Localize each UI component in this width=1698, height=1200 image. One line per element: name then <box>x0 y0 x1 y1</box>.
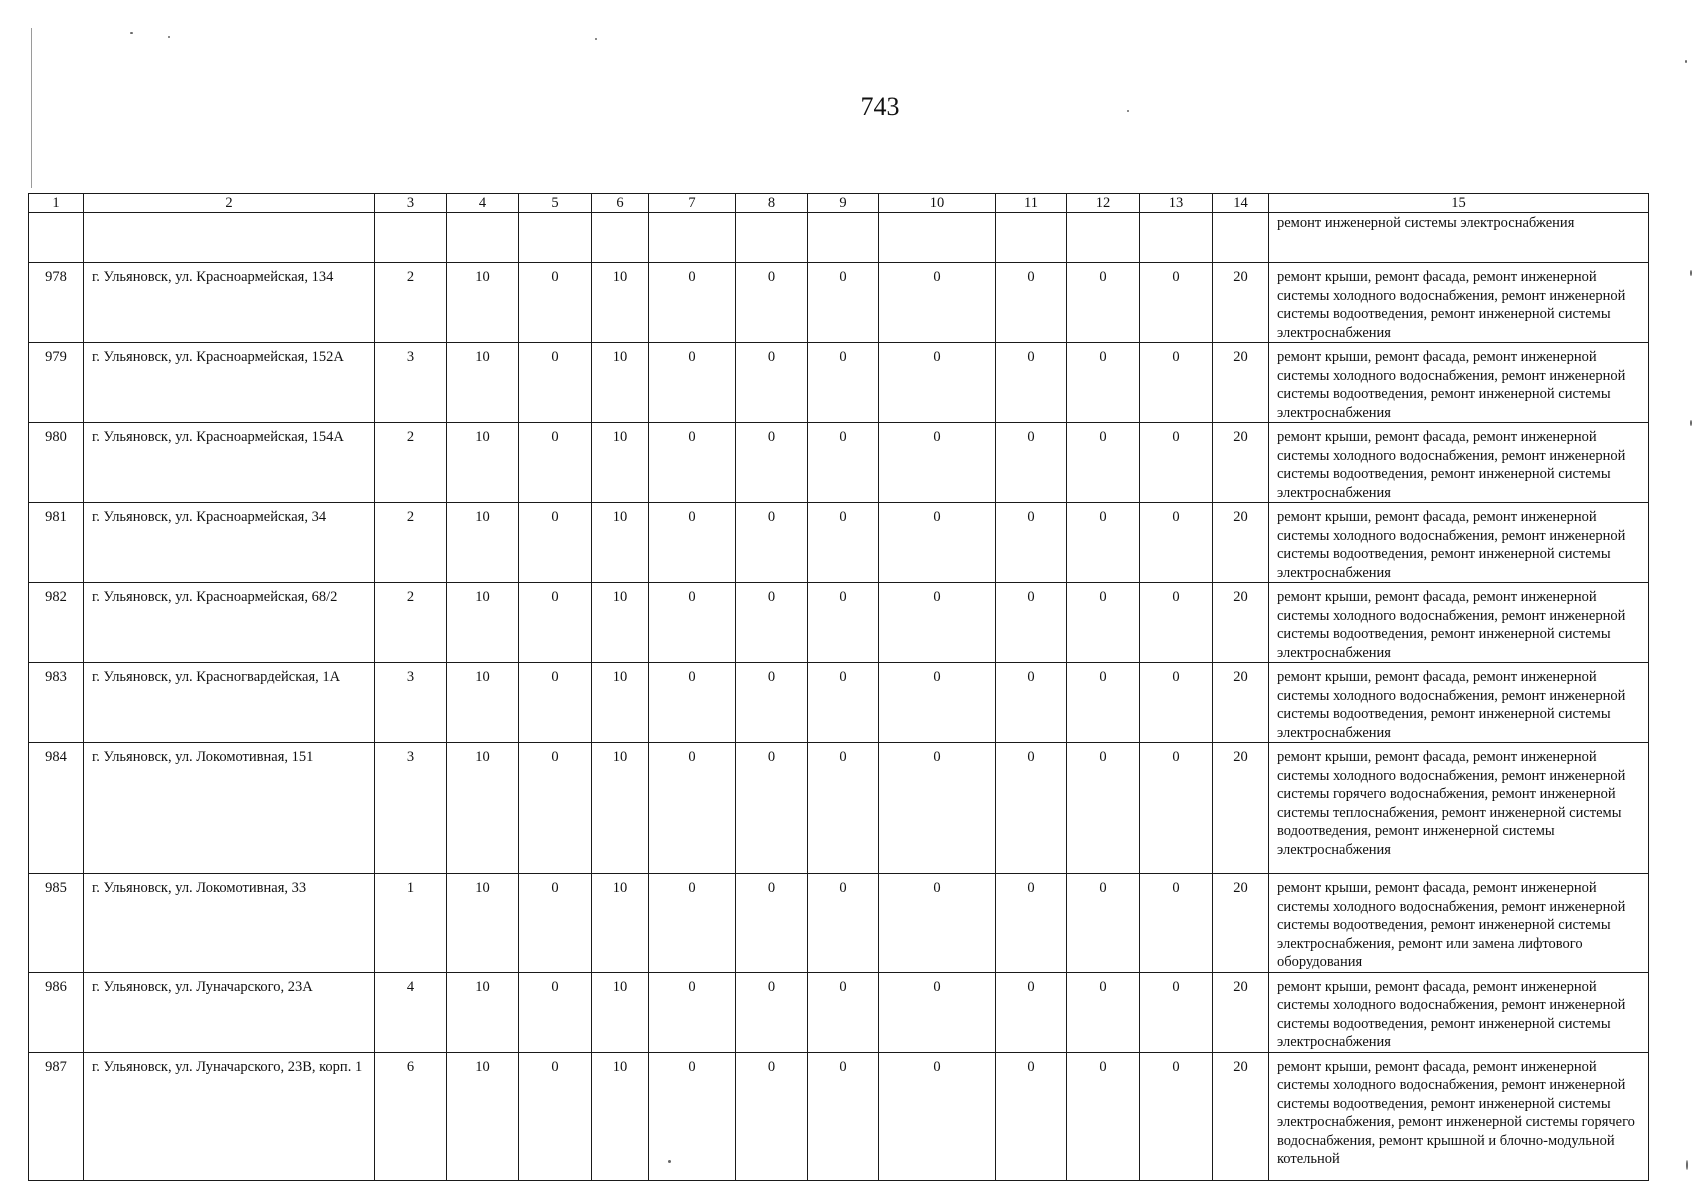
row-number-cell: 987 <box>29 1052 84 1180</box>
column-number: 4 <box>447 194 519 213</box>
total-cell: 20 <box>1213 1052 1269 1180</box>
column-number: 6 <box>592 194 649 213</box>
address-cell: г. Ульяновск, ул. Красноармейская, 68/2 <box>84 583 375 663</box>
row-number-cell: 979 <box>29 343 84 423</box>
value-cell-c9: 0 <box>808 874 879 973</box>
value-cell-c4: 10 <box>447 583 519 663</box>
value-cell-c13: 0 <box>1140 1052 1213 1180</box>
total-cell: 20 <box>1213 972 1269 1052</box>
value-cell-c13: 0 <box>1140 743 1213 874</box>
value-cell-c8: 0 <box>736 343 808 423</box>
total-cell: 20 <box>1213 343 1269 423</box>
value-cell-c12: 0 <box>1067 743 1140 874</box>
works-cell: ремонт крыши, ремонт фасада, ремонт инженерной системы холодного водоснабжения, ремонт инженерной системы водоотведения, ремонт инженерной системы электроснабжения <box>1269 972 1649 1052</box>
value-cell-c4: 10 <box>447 263 519 343</box>
table-row <box>29 743 1649 874</box>
row-number-cell: 986 <box>29 972 84 1052</box>
value-cell-c3: 2 <box>375 583 447 663</box>
value-cell-c9: 0 <box>808 1052 879 1180</box>
value-cell-c11: 0 <box>996 874 1067 973</box>
value-cell-c8: 0 <box>736 263 808 343</box>
works-cell: ремонт крыши, ремонт фасада, ремонт инженерной системы холодного водоснабжения, ремонт инженерной системы водоотведения, ремонт инженерной системы электроснабжения, ремонт или замена лифтового оборудования <box>1269 874 1649 973</box>
value-cell-c6: 10 <box>592 343 649 423</box>
value-cell-c11: 0 <box>996 583 1067 663</box>
column-number: 12 <box>1067 194 1140 213</box>
value-cell-c8: 0 <box>736 874 808 973</box>
value-cell-c5: 0 <box>519 503 592 583</box>
value-cell-c12: 0 <box>1067 343 1140 423</box>
scan-speck <box>168 36 170 38</box>
works-cell: ремонт крыши, ремонт фасада, ремонт инженерной системы холодного водоснабжения, ремонт инженерной системы водоотведения, ремонт инженерной системы электроснабжения <box>1269 503 1649 583</box>
value-cell-c9: 0 <box>808 663 879 743</box>
value-cell-c8: 0 <box>736 663 808 743</box>
total-cell: 20 <box>1213 423 1269 503</box>
scan-speck <box>1127 110 1129 112</box>
value-cell-c6: 10 <box>592 1052 649 1180</box>
column-number: 5 <box>519 194 592 213</box>
address-cell: г. Ульяновск, ул. Локомотивная, 151 <box>84 743 375 874</box>
value-cell-c6: 10 <box>592 583 649 663</box>
value-cell-c13: 0 <box>1140 663 1213 743</box>
value-cell-c7: 0 <box>649 503 736 583</box>
value-cell-c10: 0 <box>879 874 996 973</box>
value-cell-c6: 10 <box>592 263 649 343</box>
table-row <box>29 972 1649 1052</box>
value-cell-c5: 0 <box>519 343 592 423</box>
table-row <box>29 663 1649 743</box>
value-cell-c13: 0 <box>1140 343 1213 423</box>
value-cell-c11: 0 <box>996 503 1067 583</box>
value-cell-c12: 0 <box>1067 972 1140 1052</box>
value-cell-c12: 0 <box>1067 583 1140 663</box>
value-cell-c13: 0 <box>1140 503 1213 583</box>
table-row <box>29 263 1649 343</box>
total-cell: 20 <box>1213 874 1269 973</box>
value-cell-c8: 0 <box>736 423 808 503</box>
value-cell-c4: 10 <box>447 1052 519 1180</box>
value-cell-c9: 0 <box>808 583 879 663</box>
row-number-cell: 985 <box>29 874 84 973</box>
table-row <box>29 874 1649 973</box>
value-cell-c7: 0 <box>649 263 736 343</box>
total-cell: 20 <box>1213 583 1269 663</box>
value-cell-c10: 0 <box>879 423 996 503</box>
scan-speck <box>1686 1160 1688 1170</box>
column-number: 8 <box>736 194 808 213</box>
scan-speck <box>1690 420 1692 426</box>
row-number-cell: 980 <box>29 423 84 503</box>
repair-program-table <box>28 193 1649 1181</box>
header-row <box>29 194 1649 213</box>
value-cell-c10: 0 <box>879 972 996 1052</box>
address-cell: г. Ульяновск, ул. Луначарского, 23В, корп. 1 <box>84 1052 375 1180</box>
works-cell: ремонт крыши, ремонт фасада, ремонт инженерной системы холодного водоснабжения, ремонт инженерной системы водоотведения, ремонт инженерной системы электроснабжения <box>1269 423 1649 503</box>
total-cell: 20 <box>1213 743 1269 874</box>
value-cell-c6: 10 <box>592 874 649 973</box>
total-cell: 20 <box>1213 663 1269 743</box>
value-cell-c9: 0 <box>808 423 879 503</box>
row-number-cell: 982 <box>29 583 84 663</box>
value-cell-c9: 0 <box>808 503 879 583</box>
works-cell: ремонт крыши, ремонт фасада, ремонт инженерной системы холодного водоснабжения, ремонт инженерной системы водоотведения, ремонт инженерной системы электроснабжения <box>1269 343 1649 423</box>
column-number: 9 <box>808 194 879 213</box>
column-number: 2 <box>84 194 375 213</box>
value-cell-c9: 0 <box>808 743 879 874</box>
address-cell: г. Ульяновск, ул. Луначарского, 23А <box>84 972 375 1052</box>
address-cell: г. Ульяновск, ул. Красноармейская, 134 <box>84 263 375 343</box>
value-cell-c4: 10 <box>447 874 519 973</box>
value-cell-c5: 0 <box>519 743 592 874</box>
value-cell-c13: 0 <box>1140 263 1213 343</box>
value-cell-c13: 0 <box>1140 972 1213 1052</box>
value-cell-c10: 0 <box>879 343 996 423</box>
value-cell-c10: 0 <box>879 663 996 743</box>
works-cell: ремонт инженерной системы электроснабжения <box>1269 213 1649 263</box>
value-cell-c6: 10 <box>592 663 649 743</box>
total-cell: 20 <box>1213 263 1269 343</box>
column-number: 7 <box>649 194 736 213</box>
value-cell-c3: 3 <box>375 743 447 874</box>
scan-speck <box>1685 60 1687 63</box>
continuation-row <box>29 213 1649 263</box>
value-cell-c10: 0 <box>879 743 996 874</box>
table-row <box>29 583 1649 663</box>
value-cell-c13: 0 <box>1140 874 1213 973</box>
value-cell-c6: 10 <box>592 743 649 874</box>
value-cell-c7: 0 <box>649 874 736 973</box>
value-cell-c4: 10 <box>447 503 519 583</box>
address-cell: г. Ульяновск, ул. Красноармейская, 34 <box>84 503 375 583</box>
value-cell-c4: 10 <box>447 343 519 423</box>
value-cell-c11: 0 <box>996 663 1067 743</box>
value-cell-c4: 10 <box>447 972 519 1052</box>
column-number: 14 <box>1213 194 1269 213</box>
value-cell-c4: 10 <box>447 743 519 874</box>
value-cell-c7: 0 <box>649 583 736 663</box>
value-cell-c8: 0 <box>736 972 808 1052</box>
row-number-cell: 983 <box>29 663 84 743</box>
value-cell-c3: 2 <box>375 503 447 583</box>
value-cell-c7: 0 <box>649 972 736 1052</box>
value-cell-c3: 1 <box>375 874 447 973</box>
scan-speck <box>130 32 133 34</box>
value-cell-c10: 0 <box>879 263 996 343</box>
value-cell-c13: 0 <box>1140 423 1213 503</box>
value-cell-c7: 0 <box>649 743 736 874</box>
column-number: 10 <box>879 194 996 213</box>
value-cell-c10: 0 <box>879 503 996 583</box>
row-number-cell: 984 <box>29 743 84 874</box>
value-cell-c5: 0 <box>519 663 592 743</box>
value-cell-c7: 0 <box>649 1052 736 1180</box>
table-row <box>29 423 1649 503</box>
value-cell-c5: 0 <box>519 972 592 1052</box>
address-cell: г. Ульяновск, ул. Красноармейская, 152А <box>84 343 375 423</box>
row-number-cell: 978 <box>29 263 84 343</box>
value-cell-c11: 0 <box>996 972 1067 1052</box>
value-cell-c4: 10 <box>447 663 519 743</box>
scan-speck <box>668 1160 671 1163</box>
scan-speck <box>595 38 597 40</box>
value-cell-c12: 0 <box>1067 1052 1140 1180</box>
column-number: 1 <box>29 194 84 213</box>
total-cell: 20 <box>1213 503 1269 583</box>
value-cell-c3: 6 <box>375 1052 447 1180</box>
value-cell-c11: 0 <box>996 743 1067 874</box>
value-cell-c5: 0 <box>519 423 592 503</box>
value-cell-c7: 0 <box>649 423 736 503</box>
value-cell-c8: 0 <box>736 743 808 874</box>
value-cell-c9: 0 <box>808 343 879 423</box>
value-cell-c6: 10 <box>592 503 649 583</box>
page-number: 743 <box>860 92 900 121</box>
table-body <box>29 263 1649 1181</box>
scan-speck <box>1690 270 1692 276</box>
table-row <box>29 503 1649 583</box>
value-cell-c6: 10 <box>592 972 649 1052</box>
value-cell-c12: 0 <box>1067 503 1140 583</box>
value-cell-c12: 0 <box>1067 423 1140 503</box>
value-cell-c12: 0 <box>1067 663 1140 743</box>
value-cell-c7: 0 <box>649 343 736 423</box>
column-number: 11 <box>996 194 1067 213</box>
value-cell-c4: 10 <box>447 423 519 503</box>
value-cell-c8: 0 <box>736 503 808 583</box>
works-cell: ремонт крыши, ремонт фасада, ремонт инженерной системы холодного водоснабжения, ремонт инженерной системы водоотведения, ремонт инженерной системы электроснабжения <box>1269 263 1649 343</box>
works-cell: ремонт крыши, ремонт фасада, ремонт инженерной системы холодного водоснабжения, ремонт инженерной системы водоотведения, ремонт инженерной системы электроснабжения, ремонт инженерной системы горячего водоснабжения, ремонт крышной и блочно-модульной котельной <box>1269 1052 1649 1180</box>
works-cell: ремонт крыши, ремонт фасада, ремонт инженерной системы холодного водоснабжения, ремонт инженерной системы горячего водоснабжения, ремонт инженерной системы теплоснабжения, ремонт инженерной системы водоотведения, ремонт инженерной системы электроснабжения <box>1269 743 1649 874</box>
address-cell: г. Ульяновск, ул. Красногвардейская, 1А <box>84 663 375 743</box>
value-cell-c10: 0 <box>879 583 996 663</box>
works-cell: ремонт крыши, ремонт фасада, ремонт инженерной системы холодного водоснабжения, ремонт инженерной системы водоотведения, ремонт инженерной системы электроснабжения <box>1269 583 1649 663</box>
value-cell-c3: 2 <box>375 263 447 343</box>
table-row <box>29 1052 1649 1180</box>
value-cell-c11: 0 <box>996 263 1067 343</box>
table-row <box>29 343 1649 423</box>
value-cell-c3: 3 <box>375 343 447 423</box>
value-cell-c5: 0 <box>519 1052 592 1180</box>
value-cell-c5: 0 <box>519 874 592 973</box>
row-number-cell: 981 <box>29 503 84 583</box>
value-cell-c10: 0 <box>879 1052 996 1180</box>
value-cell-c6: 10 <box>592 423 649 503</box>
value-cell-c11: 0 <box>996 423 1067 503</box>
column-number: 13 <box>1140 194 1213 213</box>
value-cell-c13: 0 <box>1140 583 1213 663</box>
column-number: 3 <box>375 194 447 213</box>
value-cell-c3: 3 <box>375 663 447 743</box>
address-cell: г. Ульяновск, ул. Локомотивная, 33 <box>84 874 375 973</box>
value-cell-c3: 2 <box>375 423 447 503</box>
value-cell-c11: 0 <box>996 1052 1067 1180</box>
value-cell-c12: 0 <box>1067 874 1140 973</box>
value-cell-c9: 0 <box>808 972 879 1052</box>
value-cell-c5: 0 <box>519 583 592 663</box>
value-cell-c12: 0 <box>1067 263 1140 343</box>
works-cell: ремонт крыши, ремонт фасада, ремонт инженерной системы холодного водоснабжения, ремонт инженерной системы водоотведения, ремонт инженерной системы электроснабжения <box>1269 663 1649 743</box>
value-cell-c3: 4 <box>375 972 447 1052</box>
column-number: 15 <box>1269 194 1649 213</box>
value-cell-c9: 0 <box>808 263 879 343</box>
value-cell-c8: 0 <box>736 1052 808 1180</box>
value-cell-c8: 0 <box>736 583 808 663</box>
value-cell-c11: 0 <box>996 343 1067 423</box>
value-cell-c5: 0 <box>519 263 592 343</box>
value-cell-c7: 0 <box>649 663 736 743</box>
address-cell: г. Ульяновск, ул. Красноармейская, 154А <box>84 423 375 503</box>
